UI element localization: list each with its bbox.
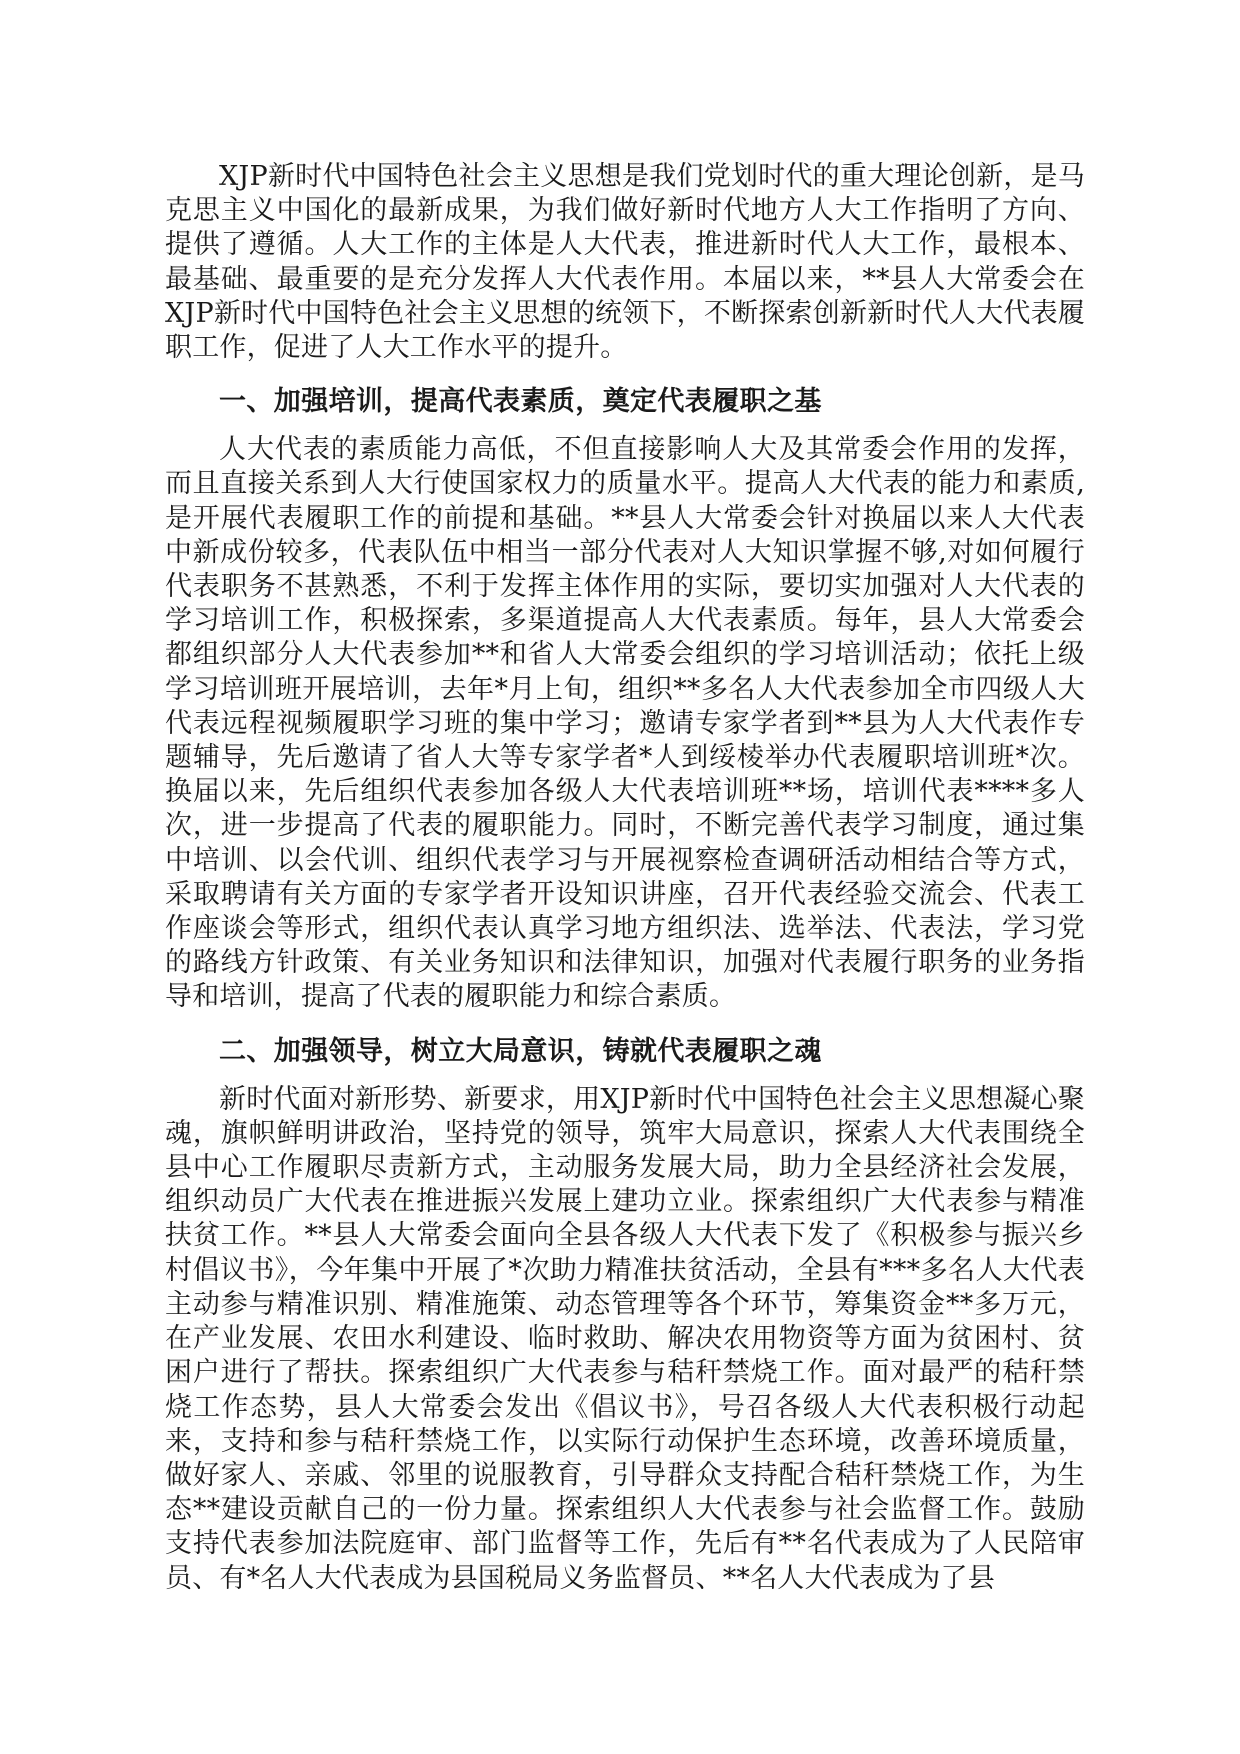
section-1-paragraph: 人大代表的素质能力高低，不但直接影响人大及其常委会作用的发挥，而且直接关系到人大行使国家权力的质量水平。提高人大代表的能力和素质,是开展代表履职工作的前提和基础。**县人大常委会针对换届以来人大代表中新成份较多，代表队伍中相当一部分代表对人大知识掌握不够,对如何履行代表职务不甚熟悉，不利于发挥主体作用的实际，要切实加强对人大代表的学习培训工作，积极探索，多渠道提高人大代表素质。每年，县人大常委会都组织部分人大代表参加**和省人大常委会组织的学习培训活动；依托上级学习培训班开展培训，去年*月上旬，组织**多名人大代表参加全市四级人大代表远程视频履职学习班的集中学习；邀请专家学者到**县为人大代表作专题辅导，先后邀请了省人大等专家学者*人到绥棱举办代表履职培训班*次。换届以来，先后组织代表参加各级人大代表培训班**场，培训代表****多人次，进一步提高了代表的履职能力。同时，不断完善代表学习制度，通过集中培训、以会代训、组织代表学习与开展视察检查调研活动相结合等方式，采取聘请有关方面的专家学者开设知识讲座，召开代表经验交流会、代表工作座谈会等形式，组织代表认真学习地方组织法、选举法、代表法，学习党的路线方针政策、有关业务知识和法律知识，加强对代表履行职务的业务指导和培训，提高了代表的履职能力和综合素质。 bbox=[165, 434, 1085, 1013]
section-2-heading: 二、加强领导，树立大局意识，铸就代表履职之魂 bbox=[219, 1035, 822, 1067]
intro-paragraph: XJP新时代中国特色社会主义思想是我们党划时代的重大理论创新，是马克思主义中国化的最新成果，为我们做好新时代地方人大工作指明了方向、提供了遵循。人大工作的主体是人大代表，推进新时代人大工作，最根本、最基础、最重要的是充分发挥人大代表作用。本届以来，**县人大常委会在XJP新时代中国特色社会主义思想的统领下，不断探索创新新时代人大代表履职工作，促进了人大工作水平的提升。 bbox=[165, 161, 1085, 364]
document-page bbox=[165, 160, 1085, 1596]
spacer bbox=[165, 1015, 1085, 1021]
section-2-paragraph: 新时代面对新形势、新要求，用XJP新时代中国特色社会主义思想凝心聚魂，旗帜鲜明讲政治，坚持党的领导，筑牢大局意识，探索人大代表围绕全县中心工作履职尽责新方式，主动服务发展大局，助力全县经济社会发展，组织动员广大代表在推进振兴发展上建功立业。探索组织广大代表参与精准扶贫工作。**县人大常委会面向全县各级人大代表下发了《积极参与振兴乡村倡议书》，今年集中开展了*次助力精准扶贫活动，全县有***多名人大代表主动参与精准识别、精准施策、动态管理等各个环节，筹集资金**多万元，在产业发展、农田水利建设、临时救助、解决农用物资等方面为贫困村、贫困户进行了帮扶。探索组织广大代表参与秸秆禁烧工作。面对最严的秸秆禁烧工作态势，县人大常委会发出《倡议书》，号召各级人大代表积极行动起来，支持和参与秸秆禁烧工作，以实际行动保护生态环境，改善环境质量，做好家人、亲戚、邻里的说服教育，引导群众支持配合秸秆禁烧工作，为生态**建设贡献自己的一份力量。探索组织人大代表参与社会监督工作。鼓励支持代表参加法院庭审、部门监督等工作，先后有**名代表成为了人民陪审员、有*名人大代表成为县国税局义务监督员、**名人大代表成为了县 bbox=[165, 1083, 1085, 1594]
spacer bbox=[165, 365, 1085, 371]
section-1-heading: 一、加强培训，提高代表素质，奠定代表履职之基 bbox=[219, 386, 822, 418]
